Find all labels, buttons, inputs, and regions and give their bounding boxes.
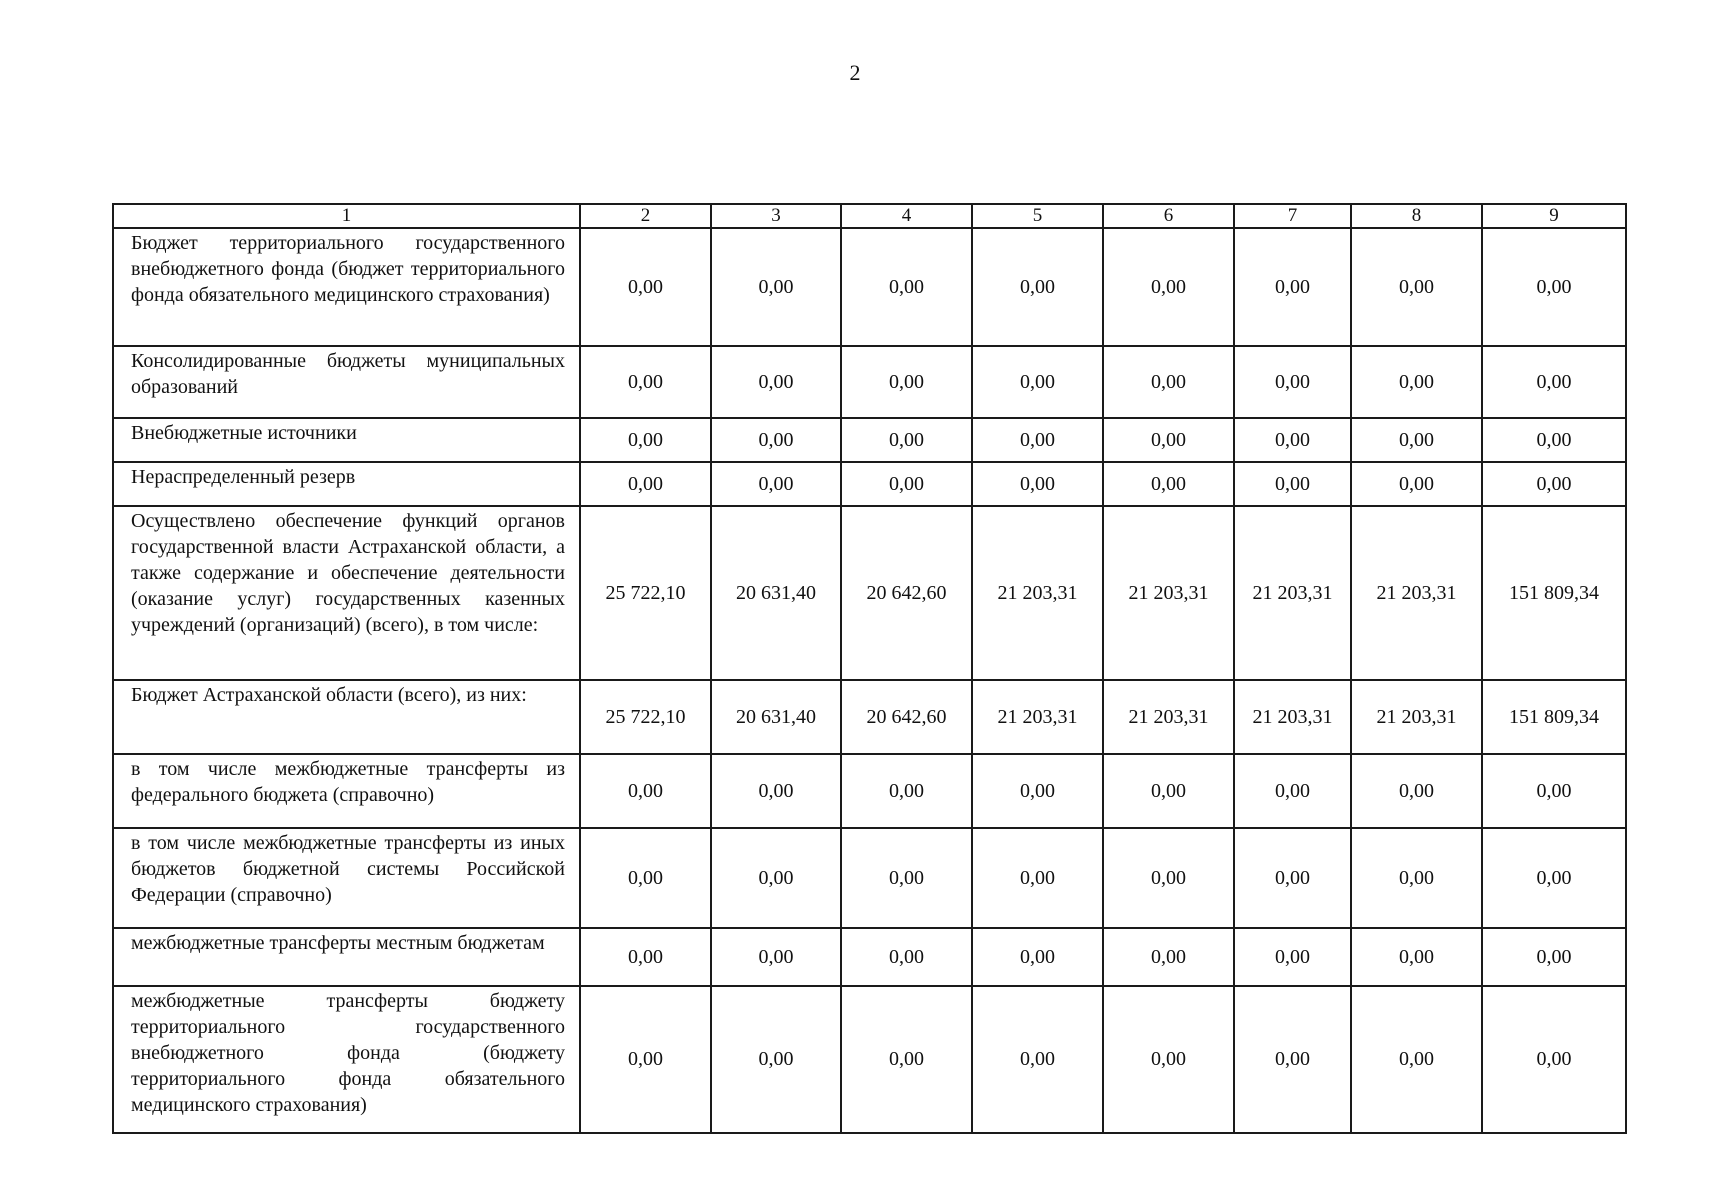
table-cell: 0,00	[1234, 828, 1351, 928]
table-cell: 0,00	[711, 828, 841, 928]
row-label: в том числе межбюджетные трансферты из федерального бюджета (справочно)	[113, 754, 580, 828]
table-cell: 0,00	[711, 754, 841, 828]
table-cell: 0,00	[841, 228, 972, 346]
table-cell: 0,00	[1234, 754, 1351, 828]
table-cell: 0,00	[1351, 462, 1482, 506]
page-number: 2	[849, 60, 861, 85]
table-cell: 25 722,10	[580, 680, 711, 754]
row-label: в том числе межбюджетные трансферты из иных бюджетов бюджетной системы Российской Федерации (справочно)	[113, 828, 580, 928]
table-cell: 0,00	[1234, 418, 1351, 462]
row-label: Внебюджетные источники	[113, 418, 580, 462]
table-cell: 0,00	[1103, 928, 1234, 986]
table-cell: 0,00	[1351, 418, 1482, 462]
table-row	[113, 828, 1626, 928]
table-cell: 0,00	[1234, 228, 1351, 346]
table-cell: 0,00	[1482, 228, 1626, 346]
table-cell: 0,00	[1351, 828, 1482, 928]
budget-table	[112, 203, 1627, 1134]
table-cell: 0,00	[1482, 418, 1626, 462]
table-cell: 0,00	[711, 346, 841, 418]
table-cell: 0,00	[1482, 928, 1626, 986]
table-cell: 0,00	[711, 418, 841, 462]
table-cell: 0,00	[841, 828, 972, 928]
column-header: 4	[841, 204, 972, 228]
table-cell: 0,00	[1234, 346, 1351, 418]
table-cell: 21 203,31	[1103, 680, 1234, 754]
table-cell: 0,00	[580, 346, 711, 418]
table-row	[113, 346, 1626, 418]
table-cell: 151 809,34	[1482, 506, 1626, 680]
row-label: Бюджет Астраханской области (всего), из них:	[113, 680, 580, 754]
table-cell: 0,00	[711, 228, 841, 346]
table-cell: 0,00	[841, 986, 972, 1133]
table-cell: 20 642,60	[841, 680, 972, 754]
table-cell: 21 203,31	[1234, 680, 1351, 754]
table-cell: 0,00	[1482, 462, 1626, 506]
table-cell: 0,00	[580, 828, 711, 928]
table-cell: 0,00	[1103, 418, 1234, 462]
row-label: межбюджетные трансферты бюджету территориального государственного внебюджетного фонда (бюджету территориального фонда обязательного медицинского страхования)	[113, 986, 580, 1133]
table-cell: 0,00	[972, 754, 1103, 828]
table-cell: 0,00	[841, 418, 972, 462]
table-cell: 21 203,31	[972, 506, 1103, 680]
column-header: 6	[1103, 204, 1234, 228]
column-header: 5	[972, 204, 1103, 228]
table-cell: 0,00	[1482, 754, 1626, 828]
row-label: Осуществлено обеспечение функций органов государственной власти Астраханской области, а также содержание и обеспечение деятельности (оказание услуг) государственных казенных учреждений (организаций) (всего), в том числе:	[113, 506, 580, 680]
table-cell: 0,00	[1482, 828, 1626, 928]
table-cell: 0,00	[1351, 346, 1482, 418]
table-cell: 0,00	[580, 418, 711, 462]
table-cell: 0,00	[972, 986, 1103, 1133]
header-row	[113, 204, 1626, 228]
table-cell: 0,00	[1351, 928, 1482, 986]
table-cell: 0,00	[580, 462, 711, 506]
column-header: 1	[113, 204, 580, 228]
table-cell: 0,00	[1234, 986, 1351, 1133]
table-cell: 0,00	[1351, 986, 1482, 1133]
table-cell: 0,00	[1234, 928, 1351, 986]
table-cell: 0,00	[711, 462, 841, 506]
table-cell: 0,00	[972, 928, 1103, 986]
table-cell: 0,00	[841, 462, 972, 506]
row-label: Консолидированные бюджеты муниципальных образований	[113, 346, 580, 418]
table-cell: 20 642,60	[841, 506, 972, 680]
row-label: межбюджетные трансферты местным бюджетам	[113, 928, 580, 986]
table-cell: 0,00	[1103, 228, 1234, 346]
table-row	[113, 928, 1626, 986]
table-cell: 0,00	[711, 928, 841, 986]
table-row	[113, 680, 1626, 754]
table-cell: 0,00	[1482, 986, 1626, 1133]
table-row	[113, 506, 1626, 680]
table-cell: 0,00	[841, 754, 972, 828]
table-row	[113, 462, 1626, 506]
table-cell: 0,00	[1103, 828, 1234, 928]
table-cell: 151 809,34	[1482, 680, 1626, 754]
table-cell: 21 203,31	[1234, 506, 1351, 680]
table-cell: 0,00	[1234, 462, 1351, 506]
table-cell: 0,00	[1103, 986, 1234, 1133]
column-header: 7	[1234, 204, 1351, 228]
table-cell: 0,00	[972, 228, 1103, 346]
table-row	[113, 986, 1626, 1133]
table-cell: 21 203,31	[972, 680, 1103, 754]
table-cell: 21 203,31	[1351, 506, 1482, 680]
table-cell: 0,00	[1103, 754, 1234, 828]
table-cell: 20 631,40	[711, 680, 841, 754]
table-cell: 0,00	[972, 418, 1103, 462]
table-cell: 25 722,10	[580, 506, 711, 680]
table-row	[113, 754, 1626, 828]
table-cell: 0,00	[972, 828, 1103, 928]
table-cell: 0,00	[972, 346, 1103, 418]
column-header: 3	[711, 204, 841, 228]
table-cell: 0,00	[1103, 462, 1234, 506]
column-header: 9	[1482, 204, 1626, 228]
table-cell: 0,00	[1351, 228, 1482, 346]
table-cell: 0,00	[580, 228, 711, 346]
table-cell: 20 631,40	[711, 506, 841, 680]
row-label: Бюджет территориального государственного внебюджетного фонда (бюджет территориального фонда обязательного медицинского страхования)	[113, 228, 580, 346]
table-cell: 0,00	[1482, 346, 1626, 418]
table-cell: 21 203,31	[1351, 680, 1482, 754]
table-row	[113, 228, 1626, 346]
row-label: Нераспределенный резерв	[113, 462, 580, 506]
table-cell: 0,00	[972, 462, 1103, 506]
table-cell: 0,00	[1103, 346, 1234, 418]
column-header: 8	[1351, 204, 1482, 228]
table-cell: 21 203,31	[1103, 506, 1234, 680]
table-cell: 0,00	[711, 986, 841, 1133]
table-cell: 0,00	[841, 346, 972, 418]
table-cell: 0,00	[580, 754, 711, 828]
column-header: 2	[580, 204, 711, 228]
table-cell: 0,00	[1351, 754, 1482, 828]
table-cell: 0,00	[580, 928, 711, 986]
table-cell: 0,00	[841, 928, 972, 986]
table-row	[113, 418, 1626, 462]
table-cell: 0,00	[580, 986, 711, 1133]
